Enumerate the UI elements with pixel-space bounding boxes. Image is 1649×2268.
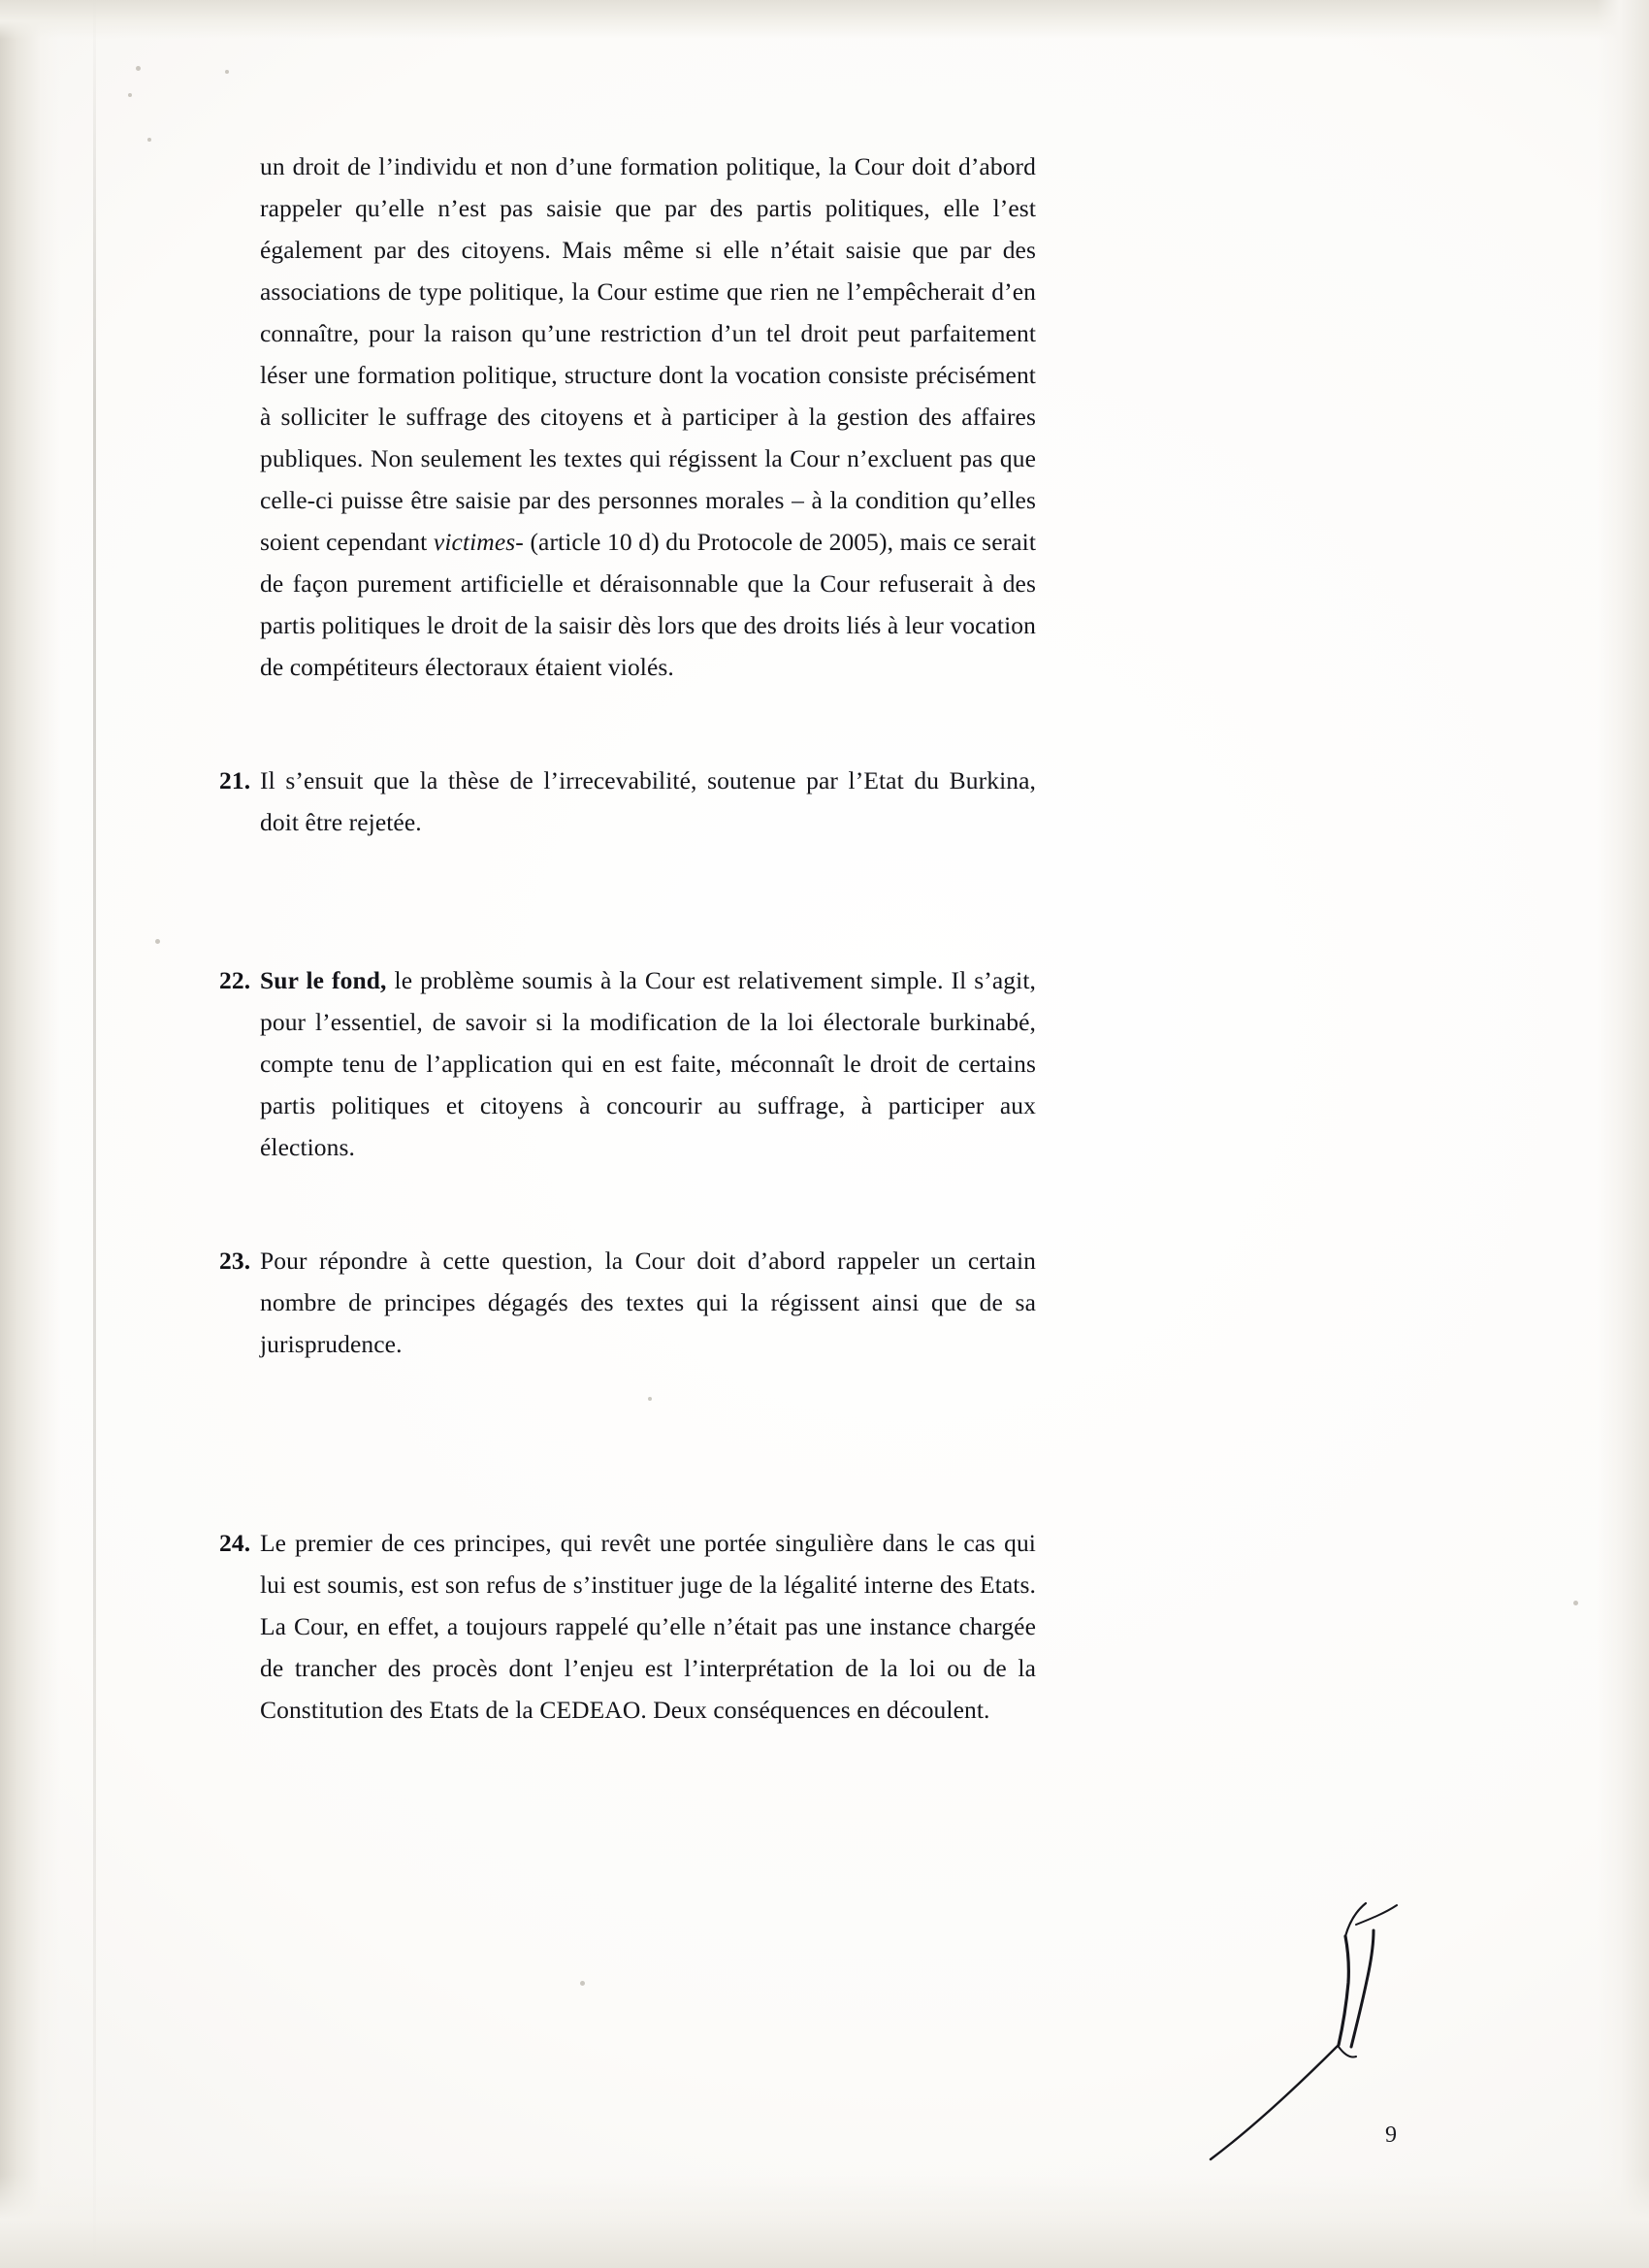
scan-shadow-left xyxy=(0,0,60,2268)
scan-speck xyxy=(155,939,160,944)
scan-speck xyxy=(1573,1601,1578,1605)
paragraph-spacer xyxy=(260,1168,1036,1240)
paragraph-21-number: 21. xyxy=(219,766,251,794)
paper-fold-line xyxy=(93,0,96,2268)
paragraph-24-text: Le premier de ces principes, qui revêt une portée singulière dans le cas qui lui est soumis, est son refus de s’instituer juge de la légalité interne des Etats. La Cour, en effet, a toujours rappelé qu’elle n’était pas une instance chargée de trancher des procès dont l’enjeu est l’interprétation de la loi ou de la Constitution des Etats de la CEDEAO. Deux conséquences en découlent. xyxy=(260,1529,1036,1724)
scan-speck xyxy=(580,1981,585,1986)
paragraph-spacer xyxy=(260,688,1036,760)
lead-paragraph-rest: - (article 10 d) du Protocole de 2005), mais ce serait de façon purement artificielle et déraisonnable que la Cour refuserait à des partis politiques le droit de la saisir dès lors que des droits liés à leur vocation de compétiteurs électoraux étaient violés. xyxy=(260,528,1037,681)
lead-paragraph xyxy=(260,146,1036,688)
paragraph-22 xyxy=(219,959,1036,1168)
scan-speck xyxy=(225,70,229,74)
paragraph-22-text: le problème soumis à la Cour est relativement simple. Il s’agit, pour l’essentiel, de savoir si la modification de la loi électorale burkinabé, compte tenu de l’application qui en est faite, méconnaît le droit de certains partis politiques et citoyens à concourir au suffrage, à participer aux élections. xyxy=(260,966,1036,1161)
document-body xyxy=(219,146,1037,1731)
scan-shadow-right xyxy=(1597,0,1649,2268)
scan-speck xyxy=(147,138,151,142)
page-number: 9 xyxy=(1385,2122,1397,2148)
paragraph-23 xyxy=(219,1240,1036,1365)
paragraph-spacer xyxy=(260,1365,1036,1481)
paragraph-spacer xyxy=(260,843,1036,959)
paragraph-23-number: 23. xyxy=(219,1247,251,1275)
scan-shadow-bottom xyxy=(0,2175,1649,2268)
lead-paragraph-italic-term: victimes xyxy=(433,528,516,556)
scan-shadow-top xyxy=(0,0,1649,39)
paragraph-21 xyxy=(219,760,1036,843)
paragraph-21-text: Il s’ensuit que la thèse de l’irrecevabilité, soutenue par l’Etat du Burkina, doit être rejetée. xyxy=(260,766,1036,836)
paragraph-24 xyxy=(219,1522,1036,1731)
paragraph-23-text: Pour répondre à cette question, la Cour doit d’abord rappeler un certain nombre de principes dégagés des textes qui la régissent ainsi que de sa jurisprudence. xyxy=(260,1247,1036,1358)
paragraph-24-number: 24. xyxy=(219,1529,251,1557)
paragraph-22-number: 22. xyxy=(219,966,251,994)
paragraph-spacer xyxy=(260,1481,1036,1522)
paragraph-22-bold-lead: Sur le fond, xyxy=(260,966,387,994)
lead-paragraph-text: un droit de l’individu et non d’une formation politique, la Cour doit d’abord rappeler qu’elle n’est pas saisie que par des partis politiques, elle l’est également par des citoyens. Mais même si elle n’était saisie que par des associations de type politique, la Cour estime que rien ne l’empêcherait d’en connaître, pour la raison qu’une restriction d’un tel droit peut parfaitement léser une formation politique, structure dont la vocation consiste précisément à solliciter le suffrage des citoyens et à participer à la gestion des affaires publiques. Non seulement les textes qui régissent la Cour n’excluent pas que celle-ci puisse être saisie par des personnes morales – à la condition qu’elles soient cependant xyxy=(260,152,1036,556)
scan-speck xyxy=(136,66,141,71)
scan-speck xyxy=(128,93,132,97)
